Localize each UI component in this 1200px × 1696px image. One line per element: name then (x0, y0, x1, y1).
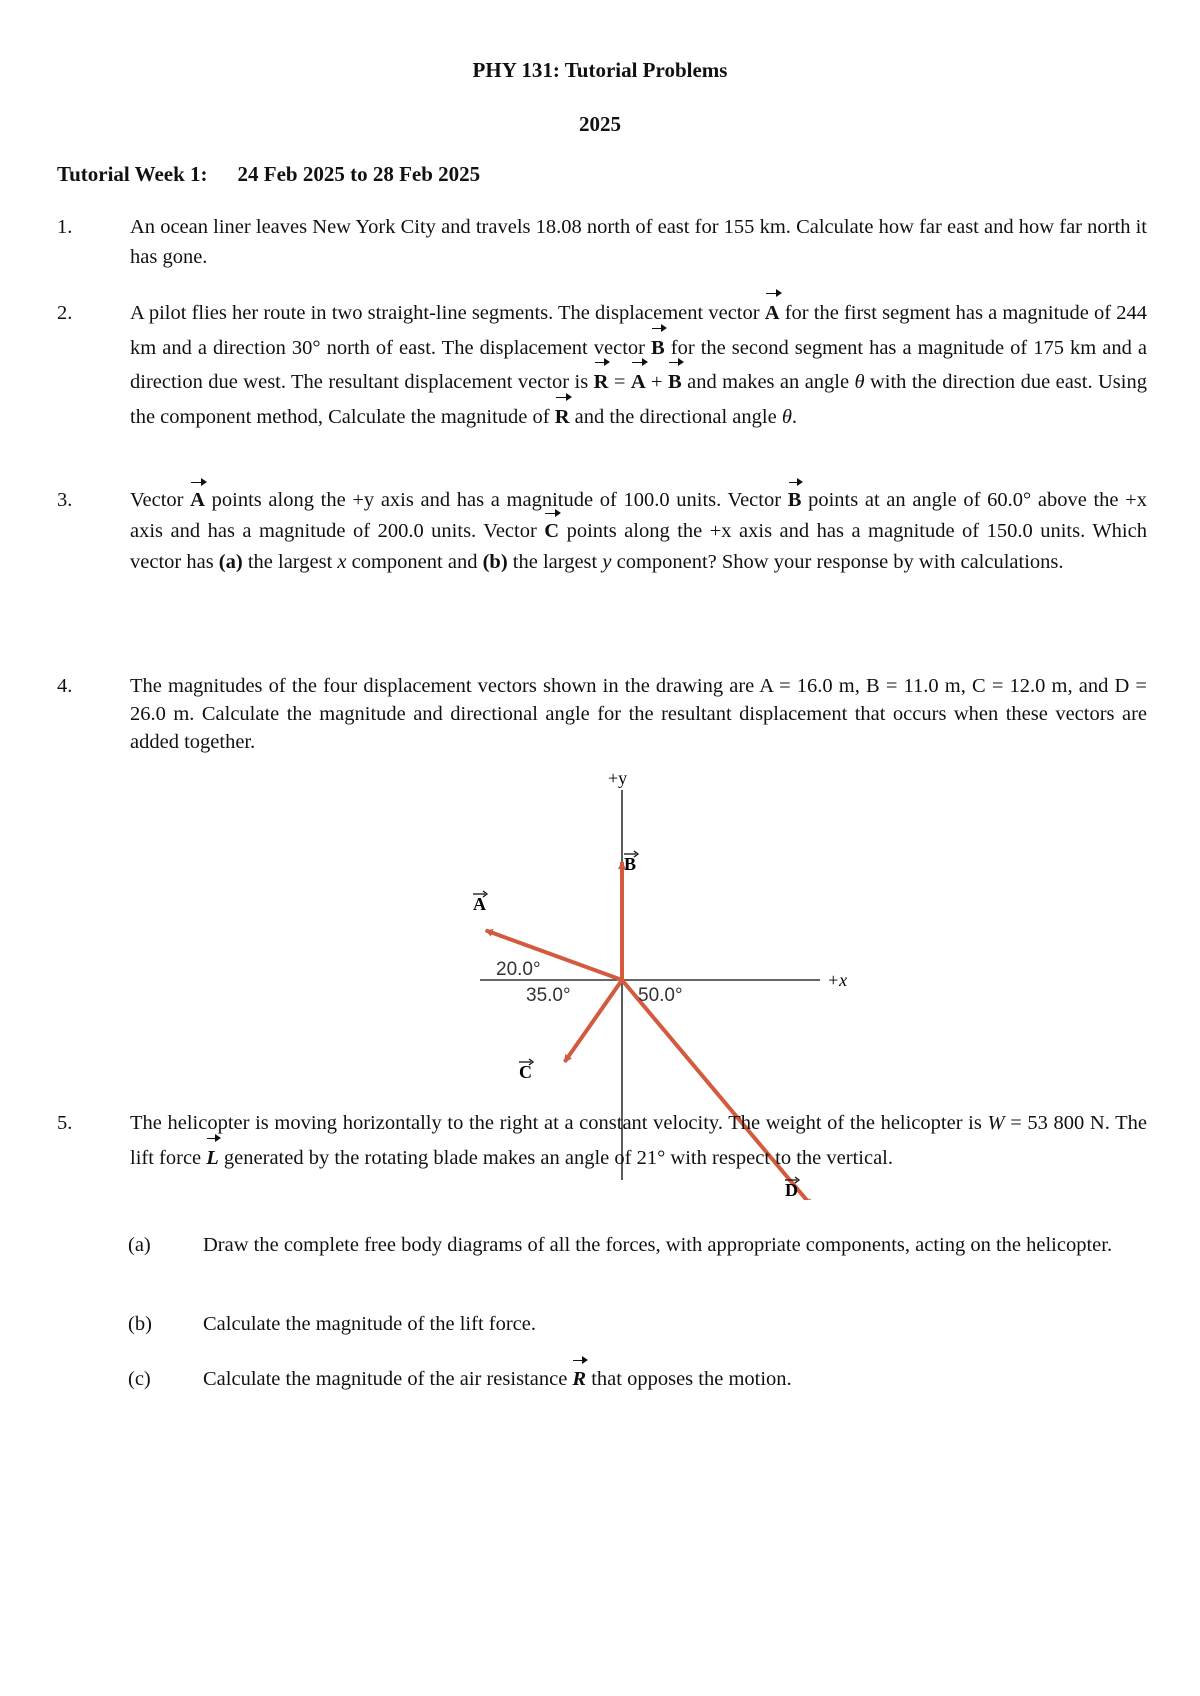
svg-text:A: A (473, 894, 486, 914)
svg-text:C: C (519, 1062, 532, 1082)
vector-b-symbol: B (788, 485, 802, 516)
label-vector-c (519, 1059, 533, 1082)
theta-symbol: θ (854, 371, 865, 393)
question-3 (57, 485, 1147, 578)
week-dates: 24 Feb 2025 to 28 Feb 2025 (237, 162, 481, 186)
weight-symbol: W (987, 1112, 1005, 1134)
question-number: 4. (57, 675, 73, 697)
vector-b-symbol: B (651, 331, 665, 366)
angle-d-label: 50.0° (638, 985, 683, 1006)
question-1 (57, 212, 1147, 272)
vector-b-symbol: B (668, 365, 682, 400)
svg-text:D: D (785, 1180, 798, 1200)
x-axis-label: +x (827, 970, 848, 990)
question-text: The magnitudes of the four displacement vectors shown in the drawing are A = 16.0 m, B = 11.0 m, C = 12.0 m, and D = 26.0 m. Calculate the magnitude and directional angle for the resultant displacement that occurs when these vectors are added together. (130, 675, 1147, 753)
question-2 (57, 296, 1147, 434)
label-vector-a (473, 891, 487, 914)
question-5a (128, 1229, 1146, 1261)
y-axis-label: +y (608, 768, 628, 788)
vector-r-symbol: R (594, 365, 609, 400)
part-text: Calculate the magnitude of the lift force. (203, 1313, 536, 1335)
vector-a-symbol: A (765, 296, 780, 331)
svg-text:B: B (624, 854, 637, 874)
year: 2025 (579, 112, 621, 136)
question-number: 3. (57, 489, 73, 511)
vector-c-arrow (565, 980, 622, 1062)
angle-c-label: 35.0° (526, 985, 571, 1006)
question-text: An ocean liner leaves New York City and travels 18.08 north of east for 155 km. Calculate how far east and how far north it has gone. (130, 216, 1147, 268)
week-heading (57, 162, 480, 187)
label-vector-b (624, 851, 638, 874)
question-text: Vector A points along the +y axis and has a magnitude of 100.0 units. Vector B points at an angle of 60.0° above the +x axis and has a magnitude of 200.0 units. Vector C points along the +x axis and has a magnitude of 150.0 units. Which vector has (a) the largest x component and (b) the largest y component? Show your response by with calculations. (130, 485, 1147, 578)
question-5b (128, 1308, 1146, 1340)
part-text: Draw the complete free body diagrams of all the forces, with appropriate components, acting on the helicopter. (203, 1234, 1113, 1256)
part-text: Calculate the magnitude of the air resistance R that opposes the motion. (203, 1363, 1146, 1395)
part-label: (c) (128, 1368, 151, 1390)
question-text: A pilot flies her route in two straight-line segments. The displacement vector A for the first segment has a magnitude of 244 km and a direction 30° north of east. The displacement vector B for the second segment has a magnitude of 175 km and a direction due west. The resultant displacement vector is R = A + B and makes an angle θ with the direction due east. Using the component method, Calculate the magnitude of R and the directional angle θ. (130, 296, 1147, 434)
question-5c (128, 1363, 1146, 1395)
question-5 (57, 1106, 1147, 1175)
vector-a-symbol: A (190, 485, 205, 516)
question-4 (57, 672, 1147, 756)
air-resistance-symbol: R (572, 1363, 586, 1395)
question-number: 2. (57, 302, 73, 324)
vector-c-symbol: C (544, 516, 559, 547)
page-title: PHY 131: Tutorial Problems (472, 58, 728, 82)
vector-r-symbol: R (555, 400, 570, 435)
question-text: The helicopter is moving horizontally to the right at a constant velocity. The weight of the helicopter is W = 53 800 N. The lift force L generated by the rotating blade makes an angle of 21° with respect to the vertical. (130, 1106, 1147, 1175)
theta-symbol: θ (781, 405, 792, 428)
week-label: Tutorial Week 1: (57, 162, 208, 186)
angle-a-label: 20.0° (496, 959, 541, 980)
lift-force-symbol: L (206, 1141, 219, 1176)
question-number: 5. (57, 1112, 73, 1134)
label-vector-d (785, 1177, 799, 1200)
part-label: (a) (128, 1234, 151, 1256)
question-number: 1. (57, 216, 73, 238)
vector-a-symbol: A (631, 365, 646, 400)
part-label: (b) (128, 1313, 152, 1335)
